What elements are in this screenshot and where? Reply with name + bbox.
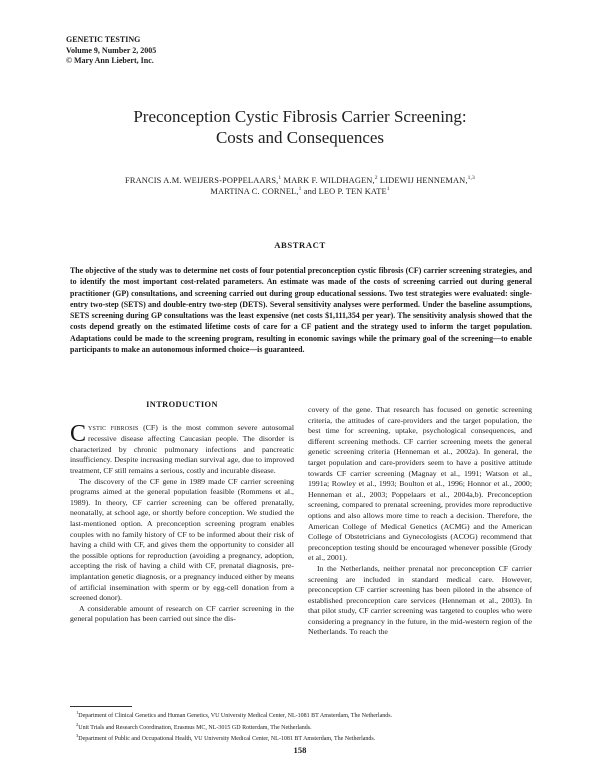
abstract-text: The objective of the study was to determine net costs of four potential preconception cystic fibrosis (CF) carrier screening strategies, and to identify the most important cost-related parameters. An estimate was made of the costs of screening carried out during general practitioner (GP) consultations, and screening carried out during group educational sessions. Two test strategies were evaluated: single-entry two-step (SETS) and double-entry two-step (DETS). Several sensitivity analyses were performed. Under the baseline assumptions, SETS screening during GP consultations was the least expensive (net costs $1,111,354 per year). The sensitivity analysis showed that the costs depend greatly on the estimated lifetime costs of care for a CF patient and the strategy used to inform the target population. Adaptations could be made to the screening program, resulting in economic savings while the primary goal of the screening—to enable participants to make an autonomous informed choice—is guaranteed. xyxy=(70,266,532,355)
footnotes xyxy=(76,709,536,744)
author-affiliation: 2 xyxy=(374,175,378,182)
title-line-1: Preconception Cystic Fibrosis Carrier Screening: xyxy=(133,107,467,126)
abstract-heading: ABSTRACT xyxy=(274,240,326,250)
footnote-text: Department of Clinical Genetics and Human Genetics, VU University Medical Center, NL-1081 BT Amsterdam, The Netherlands. xyxy=(78,713,393,719)
intro-paragraph-3-continued: covery of the gene. That research has focused on genetic screening criteria, the attitudes of care-providers and the target population, the best time for screening, uptake, psychological consequences, and different screening methods. CF carrier screening meets the general genetic screening criteria (Henneman et al., 2002a). In general, the target population and care-providers seem to have a positive attitude towards CF carrier screening (Magnay et al., 1991; Watson et al., 1991a; Rowley et al., 1993; Boulton et al., 1996; Honnor et al., 2000; Henneman et al., 2003; Poppelaars et al., 2004a,b). Preconception screening, compared to prenatal screening, provides more reproductive options and also allows more time to reach a decision. Therefore, the American College of Medical Genetics (ACMG) and the American College of Obstetricians and Gynecologists (ACOG) recommend that preconception testing should be encouraged whenever possible (Grody et al., 2001). xyxy=(308,405,532,563)
footnote-divider xyxy=(70,706,132,707)
journal-volume: Volume 9, Number 2, 2005 xyxy=(66,45,157,55)
intro-paragraph-2: The discovery of the CF gene in 1989 made CF carrier screening programs aimed at the general population feasible (Rommens et al., 1989). In theory, CF carrier screening can be offered prenatally, neonatally, at school age, or shortly before conception. We studied the last-mentioned option. A preconception screening program enables couples with no family history of CF to be informed about their risk of having a child with CF, and gives them the opportunity to consider all the possible options for reproduction (avoiding a pregnancy, adoption, accepting the risk of having a child with CF, prenatal diagnosis, pre-implantation genetic diagnosis, or a pregnancy induced either by means of artificial insemination with sperm or by egg-cell donation from a screened donor). xyxy=(70,476,294,603)
author-name: FRANCIS A.M. WEIJERS-POPPELAARS, xyxy=(125,176,279,185)
footnote-number: 1 xyxy=(76,710,79,715)
footnote-number: 3 xyxy=(76,733,79,739)
paper-title xyxy=(60,106,540,148)
author-affiliation: 1 xyxy=(298,186,302,193)
author-affiliation: 1 xyxy=(386,186,390,193)
right-column xyxy=(308,405,532,638)
drop-cap: C xyxy=(70,420,87,447)
intro-paragraph-1 xyxy=(70,420,294,477)
footnote-text: Department of Public and Occupational Health, VU University Medical Center, NL-1081 BT Amsterdam, The Netherlands. xyxy=(78,736,376,743)
intro-paragraph-4: In the Netherlands, neither prenatal nor preconception CF carrier screening are included in standard medical care. However, preconception CF carrier screening has been piloted in the absence of established preconception care services (Henneman et al., 2003). In that pilot study, CF carrier screening was targeted to couples who were considering a pregnancy in the future, in the mid-western region of the Netherlands. To reach the xyxy=(308,563,532,637)
author-name: MARK F. WILDHAGEN, xyxy=(283,176,375,185)
page-number: 158 xyxy=(293,745,307,755)
footnote xyxy=(76,721,536,733)
footnote-number: 2 xyxy=(76,721,79,727)
left-column xyxy=(70,400,294,625)
author-name: LIDEWIJ HENNEMAN, xyxy=(379,176,468,185)
author-affiliation: 1 xyxy=(278,175,282,182)
footnote xyxy=(76,732,536,744)
author-affiliation: 1,3 xyxy=(467,175,475,182)
title-line-2: Costs and Consequences xyxy=(215,128,385,147)
journal-info xyxy=(66,35,156,67)
intro-paragraph-1-text: (CF) is the most common severe autosomal recessive disease affecting Caucasian people. The disorder is characterized by chronic pulmonary infections and pancreatic insufficiency. Despite increasing median survival age, due to improved treatment, CF still remains a serious, costly and incurable disease. xyxy=(70,422,294,475)
journal-name: GENETIC TESTING xyxy=(66,35,141,44)
footnote xyxy=(76,709,536,721)
journal-copyright: © Mary Ann Liebert, Inc. xyxy=(66,56,154,65)
section-heading-introduction: INTRODUCTION xyxy=(146,400,218,409)
small-caps-lead: YSTIC FIBROSIS xyxy=(88,425,139,432)
author-name: and LEO P. TEN KATE xyxy=(303,187,387,196)
footnote-text: Unit Trials and Research Coordination, Erasmus MC, NL-3015 GD Rotterdam, The Netherlands. xyxy=(78,724,312,731)
intro-paragraph-3: A considerable amount of research on CF carrier screening in the general population has been carried out since the dis- xyxy=(70,603,294,624)
author-list xyxy=(80,175,520,197)
author-name: MARTINA C. CORNEL, xyxy=(210,187,299,196)
